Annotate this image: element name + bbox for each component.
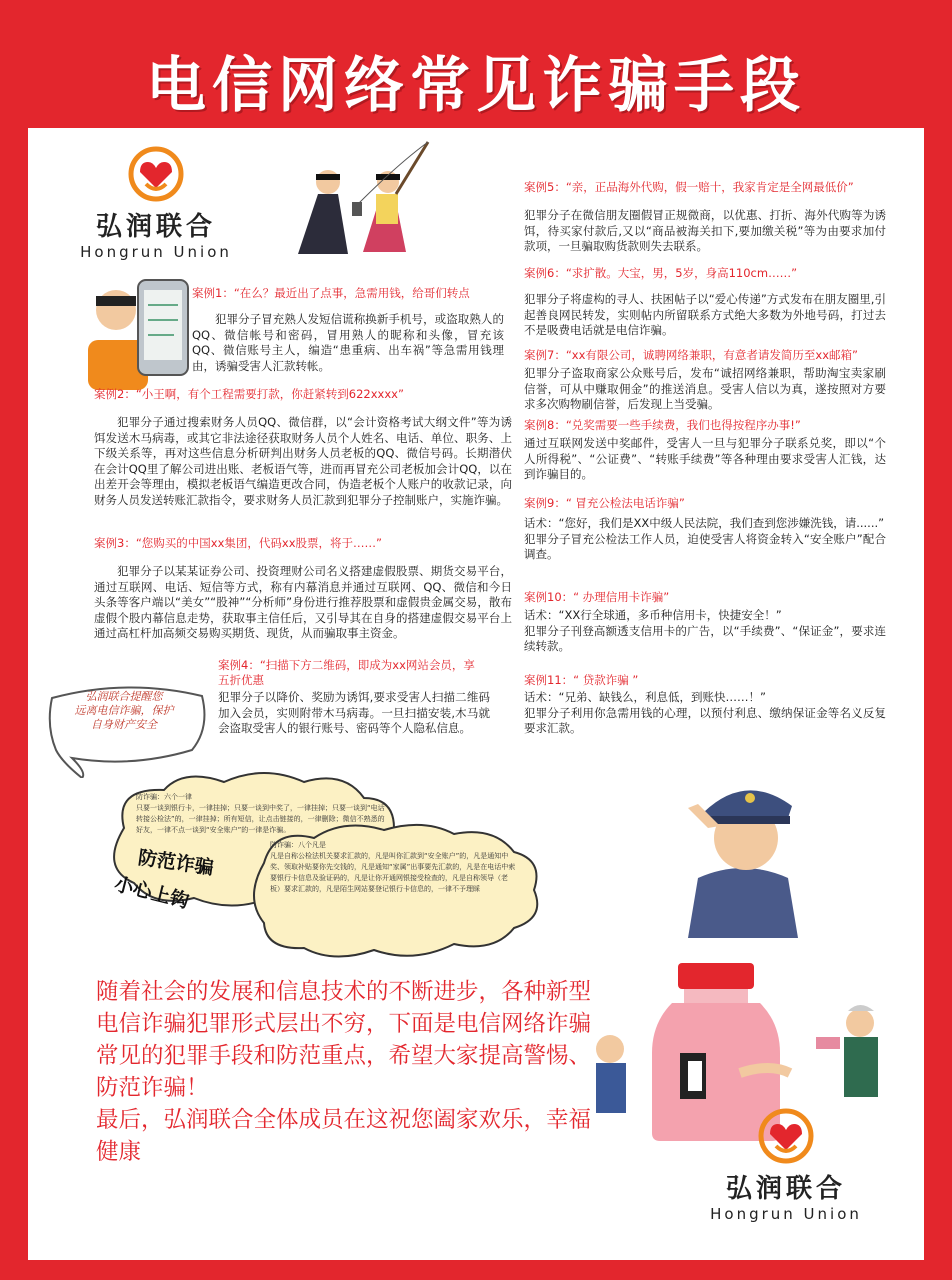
case-2-title: 案例2：“小王啊，有个工程需要打款，你赶紧转到622xxxx”: [94, 387, 404, 401]
case-3-body: 犯罪分子以某某证券公司、投资理财公司名义搭建虚假股票、期货交易平台，通过互联网、电话、短信等方式，称有内幕消息并通过互联网、QQ、微信和今日头条等客户端以“美女”“股神”“分析师”身份进行推荐股票和虚假贵金属交易，散布虚假个股内幕信息走势，获取事主信任后，又引导其在自身的搭建虚假交易平台上通过高杠杆加高频交易购买期货、现货，从而骗取事主资金。: [94, 564, 512, 640]
case-11-title: 案例11：“ 贷款诈骗 ”: [524, 673, 639, 687]
slogan-line-2: 小心上钩: [112, 873, 192, 913]
case-5-title: 案例5：“亲，正品海外代购，假一赔十，我家肯定是全网最低价”: [524, 180, 854, 194]
case-1-title: 案例1：“在么？最近出了点事，急需用钱，给哥们转点: [192, 286, 470, 300]
case-8-body: 通过互联网发送中奖邮件，受害人一旦与犯罪分子联系兑奖，即以“个人所得税”、“公证费”、“转账手续费”等各种理由要求受害人汇钱，达到诈骗目的。: [524, 436, 886, 481]
case-10-title: 案例10：“ 办理信用卡诈骗”: [524, 590, 670, 604]
case-3-title: 案例3：“您购买的中国xx集团，代码xx股票，将于……”: [94, 536, 382, 550]
logo-top: [66, 146, 246, 261]
reminder-badge: 弘润联合提醒您 远离电信诈骗，保护 自身财产安全: [74, 690, 174, 731]
cloud-note-left: 防诈骗：六个一律 只要一谈到银行卡，一律挂掉；只要一谈到中奖了，一律挂掉；只要一谈到“电话转接公检法”的，一律挂掉；所有短信，让点击链接的，一律删除；微信不熟悉的好友，一律不点一谈到“安全账户”的一律是诈骗。: [136, 793, 385, 834]
logo-en: Hongrun Union: [80, 243, 232, 261]
case-5-body: 犯罪分子在微信朋友圈假冒正规微商，以优惠、打折、海外代购等为诱饵，待买家付款后,又以“商品被海关扣下,要加缴关税”等为由要求加付款项，一旦骗取购货款则失去联系。: [524, 208, 886, 253]
case-2-body: 犯罪分子通过搜索财务人员QQ、微信群，以“会计资格考试大纲文件”等为诱饵发送木马病毒，或其它非法途径获取财务人员个人姓名、电话、单位、职务、上下级关系等，再对这些信息分析研判出财务人员老板的QQ、微信号码。长期潜伏在会计QQ里了解公司进出账、老板语气等，进而再冒充公司老板加会计QQ，以在出差开会等理由，模拟老板语气编造更改合同，伪造老板个人账户的收款记录，向财务人员发送转账汇款指令，要求财务人员汇款到犯罪分子控制账户，实施诈骗。: [94, 415, 512, 507]
case-10-body: 话术：“XX行全球通，多币种信用卡，快捷安全！” 犯罪分子刊登高额透支信用卡的广告，以“手续费”、“保证金”，要求连续转款。: [524, 608, 886, 653]
logo-cn: 弘润联合: [725, 1174, 846, 1204]
case-6-title: 案例6：“求扩散。大宝，男，5岁，身高110cm……”: [524, 266, 798, 280]
logo-en: Hongrun Union: [710, 1205, 862, 1223]
case-1-body: 犯罪分子冒充熟人发短信谎称换新手机号，或盗取熟人的QQ、微信帐号和密码，冒用熟人的昵称和头像，冒充该QQ、微信账号主人，编造“患重病、出车祸”等急需用钱理由，诱骗受害人汇款转帐。: [192, 312, 504, 373]
case-8-title: 案例8：“兑奖需要一些手续费，我们也得按程序办事!”: [524, 418, 801, 432]
phone-scammer-icon: [78, 270, 198, 390]
case-6-body: 犯罪分子将虚构的寻人、扶困帖子以“爱心传递”方式发布在朋友圈里,引起善良网民转发，实则帖内所留联系方式绝大多数为外地号码，打过去不是吸费电话就是电信诈骗。: [524, 292, 886, 337]
thief-illustration-icon: [278, 134, 448, 264]
closing-message: 随着社会的发展和信息技术的不断进步，各种新型电信诈骗犯罪形式层出不穷，下面是电信网络诈骗常见的犯罪手段和防范重点，希望大家提高警惕、防范诈骗！ 最后，弘润联合全体成员在这祝您阖家欢乐，幸福健康: [96, 979, 592, 1165]
case-9-title: 案例9：“ 冒充公检法电话诈骗”: [524, 496, 685, 510]
case-4-title: 案例4：“扫描下方二维码，即成为xx网站会员，享五折优惠: [218, 658, 475, 687]
cloud-note-right: 防诈骗：八个凡是 凡是自称公检法机关要求汇款的，凡是叫你汇款到“安全账户”的，凡是通知中奖、领取补贴要你先交钱的，凡是通知“家属”出事要先汇款的，凡是在电话中索要银行卡信息及验证码的，凡是让你开通网银接受检查的，凡是自称领导（老板）要求汇款的，凡是陌生网站要登记银行卡信息的，一律不予理睬: [270, 841, 516, 893]
case-7-title: 案例7：“xx有限公司，诚聘网络兼职，有意者请发简历至xx邮箱”: [524, 348, 858, 362]
poster-paper: [28, 128, 924, 1260]
slogan-line-1: 防范诈骗: [136, 846, 215, 880]
case-4-body: 犯罪分子以降价、奖励为诱饵,要求受害人扫描二维码加入会员，实则附带木马病毒。一旦扫描安装,木马就会盗取受害人的银行账号、密码等个人隐私信息。: [218, 690, 490, 735]
logo-bottom: [696, 1108, 876, 1223]
logo-emblem-icon: [126, 146, 186, 202]
logo-cn: 弘润联合: [95, 212, 216, 242]
logo-emblem-icon: [756, 1108, 816, 1164]
case-9-body: 话术：“您好，我们是XX中级人民法院，我们查到您涉嫌洗钱，请......” 犯罪分子冒充公检法工作人员，迫使受害人将资金转入“安全账户”配合调查。: [524, 516, 886, 561]
case-7-body: 犯罪分子盗取商家公众账号后，发布“诚招网络兼职，帮助淘宝卖家刷信誉，可从中赚取佣金”的推送消息。受害人信以为真，遂按照对方要求多次购物刷信誉，后发现上当受骗。: [524, 366, 886, 411]
case-11-body: 话术：“兄弟、缺钱么，利息低，到账快……！” 犯罪分子利用你急需用钱的心理，以预付利息、缴纳保证金等名义反复要求汇款。: [524, 690, 886, 735]
police-officer-icon: [668, 768, 818, 938]
poster-title: 电信网络常见诈骗手段: [146, 51, 806, 121]
